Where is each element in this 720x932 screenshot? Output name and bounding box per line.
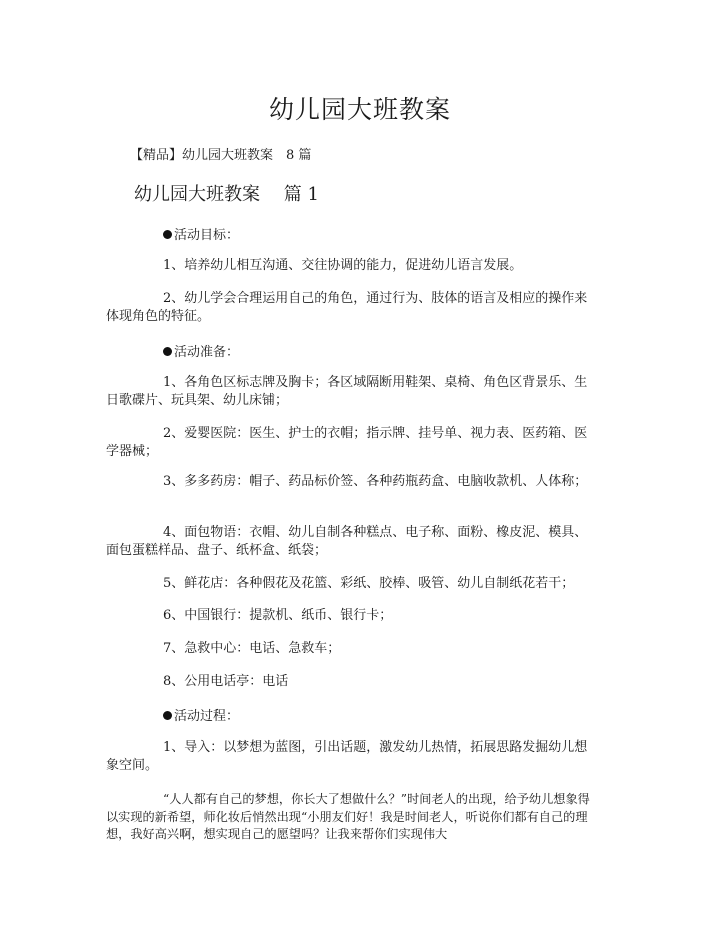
prep-paragraph: 3、多多药房：帽子、药品标价签、各种药瓶药盒、电脑收款机、人体称；	[163, 474, 588, 489]
prep-heading-label: 活动准备：	[174, 345, 240, 360]
prep-paragraph: 2、爱婴医院：医生、护士的衣帽；指示牌、挂号单、视力表、医药箱、医学器械；	[106, 426, 588, 459]
prep-heading	[163, 341, 239, 360]
document-subtitle: 【精品】幼儿园大班教案 8 篇	[130, 148, 312, 163]
prep-paragraph: 4、面包物语：衣帽、幼儿自制各种糕点、电子称、面粉、橡皮泥、模具、面包蛋糕样品、盘子、纸杯盒、纸袋；	[106, 525, 588, 558]
goals-heading	[163, 224, 239, 243]
goals-heading-label: 活动目标：	[174, 228, 240, 243]
goal-paragraph: 1、培养幼儿相互沟通、交往协调的能力，促进幼儿语言发展。	[163, 258, 523, 273]
process-heading-label: 活动过程：	[174, 709, 240, 724]
prep-paragraph: 5、鲜花店：各种假花及花篮、彩纸、胶棒、吸管、幼儿自制纸花若干；	[163, 576, 575, 591]
prep-paragraph: 8、公用电话亭：电话	[163, 674, 289, 689]
prep-paragraph: 6、中国银行：提款机、纸币、银行卡；	[163, 608, 393, 623]
prep-paragraph: 1、各角色区标志牌及胸卡；各区域隔断用鞋架、桌椅、角色区背景乐、生日歌碟片、玩具架、幼儿床铺；	[106, 375, 588, 408]
bullet-icon	[163, 347, 172, 356]
section-title: 幼儿园大班教案 篇 1	[134, 184, 319, 205]
bullet-icon	[163, 711, 172, 720]
document-title: 幼儿园大班教案	[268, 95, 451, 124]
goal-paragraph: 2、幼儿学会合理运用自己的角色，通过行为、肢体的语言及相应的操作来体现角色的特征。	[106, 291, 588, 324]
bullet-icon	[163, 230, 172, 239]
process-heading	[163, 705, 239, 724]
process-paragraph: “人人都有自己的梦想，你长大了想做什么？”时间老人的出现，给予幼儿想象得以实现的新希望，师化妆后悄然出现“小朋友们好！我是时间老人，听说你们都有自己的理想，我好高兴啊，想实现自己的愿望吗？让我来帮你们实现伟大	[106, 792, 590, 841]
process-paragraph: 1、导入：以梦想为蓝图，引出话题，激发幼儿热情，拓展思路发掘幼儿想象空间。	[106, 740, 588, 773]
prep-paragraph: 7、急救中心：电话、急救车；	[163, 641, 341, 656]
